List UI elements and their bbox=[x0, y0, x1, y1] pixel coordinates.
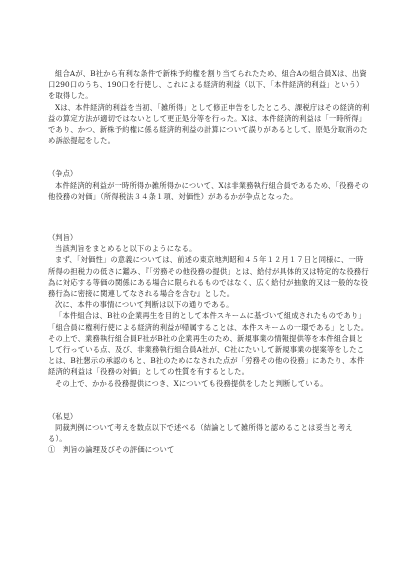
spacer bbox=[48, 389, 370, 411]
judgment-paragraph-1: 当該判旨をまとめると以下のようになる。 bbox=[55, 244, 197, 254]
intro-paragraph-1: 組合Aが、B社から有利な条件で新株予約権を割り当てられたため、組合Aの組合員Xは、出資口290口のうち、190口を行使し、これによる経済的利益（以下、「本件経済的利益」という）を取得した。 bbox=[48, 69, 367, 101]
spacer bbox=[48, 202, 370, 232]
issue-paragraph: 本件経済的利益が一時所得か雑所得かについて、Xは非業務執行組合員であるため、「役務その他役務の対価」（所得税法３４条１項、対価性）があるかが争点となった。 bbox=[48, 180, 369, 201]
intro-paragraph-2: Xは、本件経済的利益を当初、「雑所得」として修正申告をしたところ、課税庁はその経済的利益の算定方法が適切ではないとして更正処分等を行った。Xは、本件経済的利益は「一時所得」であり、かつ、新株予約権に係る経済的利益の計算について誤りがあるとして、原処分取消のため訴訟提起をした。 bbox=[48, 102, 370, 146]
judgment-heading: （判旨） bbox=[48, 233, 78, 243]
judgment-paragraph-2: まず、「対価性」の意義については、前述の東京地判昭和４５年１２月１７日と同様に、一時所得の担税力の低さに鑑み、『「労務その他役務の提供」とは、給付が具体的又は特定的な役務行為に対応する等価の関係にある場合に限られるものではなく、広く給付が抽象的又は一般的な役務行為に密接に関連してなされる場合を含む』とした。 bbox=[48, 255, 369, 299]
opinion-paragraph-2: ① 判旨の論理及びその評価について bbox=[48, 445, 175, 455]
judgment-paragraph-3: 次に、本件の事情について判断は以下の通りである。 bbox=[55, 300, 234, 310]
spacer bbox=[48, 146, 370, 168]
document-body bbox=[48, 68, 370, 456]
issue-heading: （争点） bbox=[48, 169, 78, 179]
judgment-paragraph-5: その上で、かかる役務提供につき、Xについても役務提供をしたと判断している。 bbox=[55, 378, 328, 388]
opinion-paragraph-1: 同裁判例について考えを数点以下で述べる（結論として雑所得と認めることは妥当と考える）。 bbox=[48, 423, 353, 444]
judgment-paragraph-4: 「本件組合は、B社の企業再生を目的として本件スキームに基づいて組成されたものであり」「組合員に権利行使による経済的利益が帰属することは、本件スキームの一環である」とした。その上で、業務執行組合員F社がB社の企業再生のため、新規事業の情報提供等を本件組合員として行っている点、及び、非業務執行組合員A社が、C社にたいして新規事業の提案等をしたことは、B社懇示の承認のもと、B社のためになされた点が「労務その他の役務」にあたり、本件経済的利益は「役務の対価」としての性質を有するとした。 bbox=[48, 311, 369, 377]
opinion-heading: （私見） bbox=[48, 411, 78, 421]
